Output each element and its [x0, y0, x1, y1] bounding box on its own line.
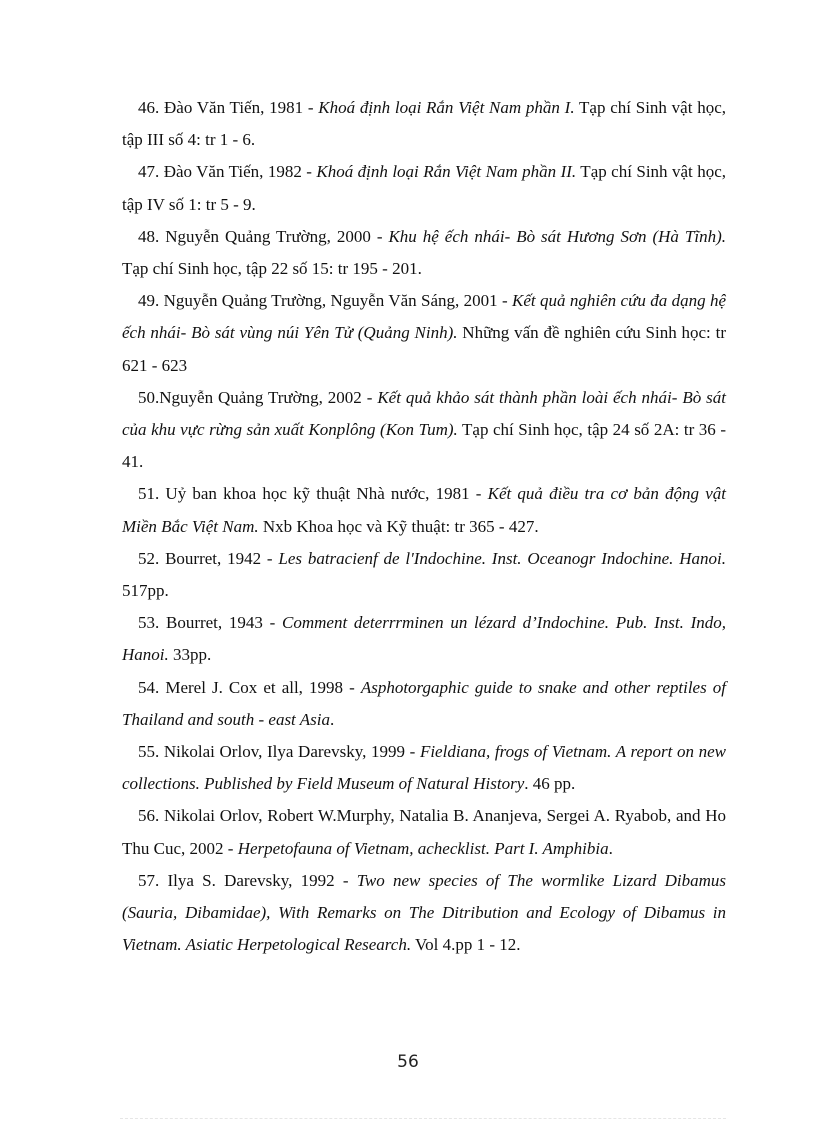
reference-lead: 56. Nikolai Orlov, Robert W.Murphy, Natalia B. Ananjeva, Sergei A. Ryabob, and Ho Thu Cuc, 2002 -	[122, 806, 726, 858]
reference-item	[122, 543, 726, 607]
reference-item	[122, 800, 726, 864]
reference-lead: 47. Đào Văn Tiến, 1982 -	[138, 162, 317, 182]
reference-lead: 50.Nguyễn Quảng Trường, 2002 -	[138, 387, 378, 407]
reference-item	[122, 156, 726, 220]
reference-tail: .	[608, 838, 613, 858]
reference-item	[122, 478, 726, 542]
reference-title: Kết quả nghiên cứu đa dạng hệ ếch nhái- Bò sát vùng núi Yên Tử (Quảng Ninh).	[122, 291, 726, 343]
reference-title: Kết quả điều tra cơ bản động vật Miền Bắc Việt Nam.	[122, 484, 726, 536]
reference-lead: 54. Merel J. Cox et all, 1998 -	[138, 677, 361, 697]
reference-title: Kết quả khảo sát thành phần loài ếch nhái- Bò sát của khu vực rừng sản xuất Konplông (Kon Tum).	[122, 387, 726, 440]
reference-tail: Nxb Khoa học và Kỹ thuật: tr 365 - 427.	[258, 516, 539, 536]
reference-tail: 33pp.	[168, 645, 212, 665]
reference-item	[122, 607, 726, 671]
reference-title: Khoá định loại Rắn Việt Nam phần II.	[316, 162, 577, 182]
reference-lead: 51. Uỷ ban khoa học kỹ thuật Nhà nước, 1981 -	[138, 484, 488, 504]
reference-item	[122, 221, 726, 285]
reference-tail: Tạp chí Sinh học, tập 22 số 15: tr 195 - 201.	[122, 259, 422, 279]
reference-title: Two new species of The wormlike Lizard Dibamus (Sauria, Dibamidae), With Remarks on The Ditribution and Ecology of Dibamus in Vietnam. Asiatic Herpetological Research.	[122, 870, 726, 955]
reference-lead: 55. Nikolai Orlov, Ilya Darevsky, 1999 -	[138, 742, 420, 762]
reference-title: Asphotorgaphic guide to snake and other reptiles of Thailand and south - east Asia	[122, 677, 726, 729]
reference-title: Fieldiana, frogs of Vietnam. A report on new collections. Published by Field Museum of Natural History	[122, 742, 726, 794]
reference-title: Comment deterrrminen un lézard d’Indochine. Pub. Inst. Indo, Hanoi.	[122, 613, 726, 665]
reference-lead: 57. Ilya S. Darevsky, 1992 -	[138, 870, 357, 890]
reference-lead: 49. Nguyễn Quảng Trường, Nguyễn Văn Sáng, 2001 -	[138, 291, 513, 311]
reference-title: Les batracienf de l'Indochine. Inst. Oceanogr Indochine. Hanoi.	[278, 548, 726, 568]
reference-tail: Tạp chí Sinh học, tập 24 số 2A: tr 36 - 41.	[122, 420, 726, 472]
reference-lead: 48. Nguyễn Quảng Trường, 2000 -	[138, 226, 389, 246]
reference-tail: Những vấn đề nghiên cứu Sinh học: tr 621 - 623	[122, 323, 726, 375]
reference-item	[122, 92, 726, 156]
reference-tail: . 46 pp.	[524, 774, 576, 794]
reference-item	[122, 285, 726, 382]
reference-title: Herpetofauna of Vietnam, achecklist. Part I. Amphibia	[237, 838, 609, 858]
reference-item	[122, 672, 726, 736]
reference-lead: 52. Bourret, 1942 -	[138, 548, 279, 568]
reference-title: Khu hệ ếch nhái- Bò sát Hương Sơn (Hà Tĩnh).	[388, 226, 726, 246]
reference-tail: Tạp chí Sinh vật học, tập IV số 1: tr 5 - 9.	[122, 162, 727, 214]
reference-item	[122, 865, 726, 962]
reference-list	[122, 92, 726, 961]
reference-tail: 517pp.	[122, 581, 169, 601]
reference-item	[122, 382, 726, 479]
reference-item	[122, 736, 726, 800]
reference-lead: 53. Bourret, 1943 -	[138, 613, 282, 633]
reference-title: Khoá định loại Rắn Việt Nam phần I.	[318, 98, 575, 117]
reference-tail: Tạp chí Sinh vật học, tập III số 4: tr 1 - 6.	[122, 98, 726, 150]
reference-tail: Vol 4.pp 1 - 12.	[411, 935, 521, 955]
reference-tail: .	[329, 709, 335, 729]
reference-lead: 46. Đào Văn Tiến, 1981 -	[138, 98, 319, 117]
page-number: 56	[397, 1052, 419, 1072]
page-bottom-divider	[120, 1118, 726, 1119]
